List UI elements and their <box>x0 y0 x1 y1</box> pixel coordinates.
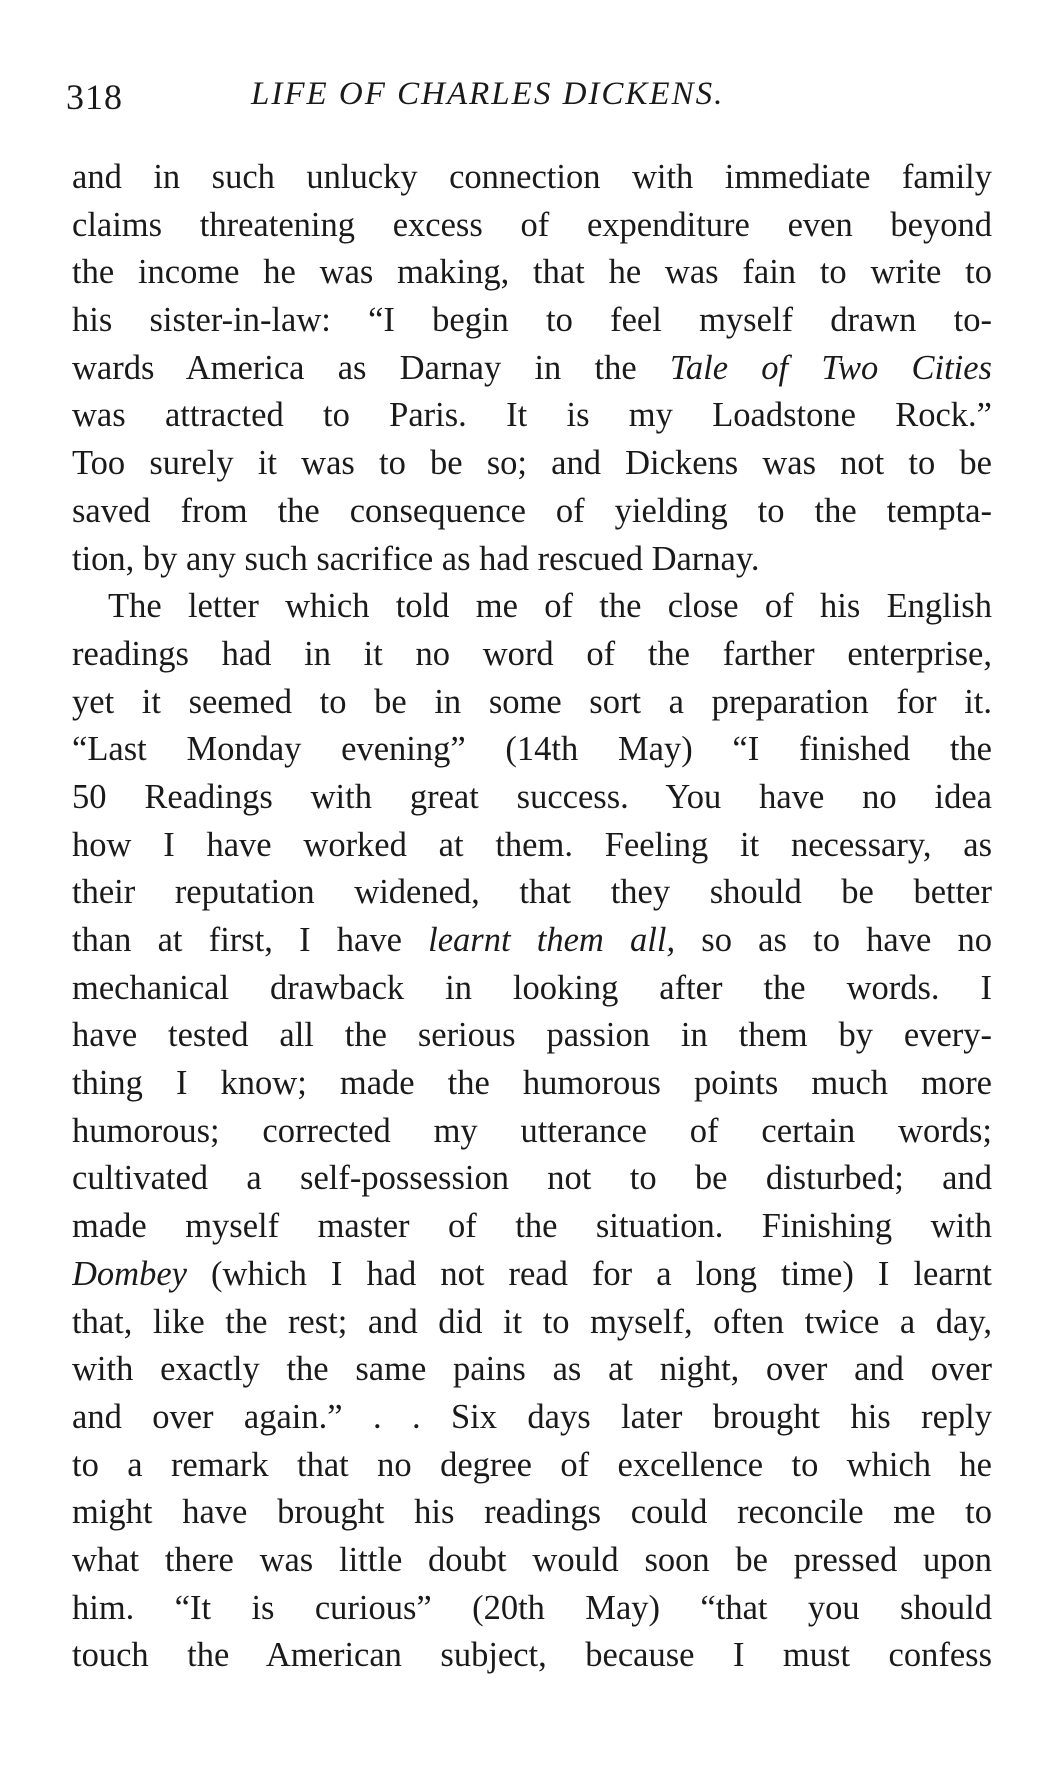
text-line <box>72 1537 992 1585</box>
text-span: 50 Readings with great success. You have no idea <box>72 777 992 816</box>
text-span: so as to have no <box>675 921 992 959</box>
text-line <box>72 1060 992 1108</box>
text-line <box>72 1012 992 1060</box>
text-line <box>72 392 992 440</box>
text-span: what there was little doubt would soon be pressed upon <box>72 1540 992 1579</box>
text-span: mechanical drawback in looking after the words. I <box>72 968 992 1007</box>
text-line <box>72 679 992 727</box>
text-line <box>72 1585 992 1633</box>
text-line <box>72 1442 992 1490</box>
text-line <box>72 1155 992 1203</box>
text-span: to a remark that no degree of excellence to which he <box>72 1445 992 1484</box>
page-header <box>66 76 986 126</box>
text-line <box>72 202 992 250</box>
text-line <box>72 822 992 870</box>
text-span: was attracted to Paris. It is my Loadstone Rock.” <box>72 396 992 435</box>
text-line <box>72 1299 992 1347</box>
page-number: 318 <box>66 77 123 117</box>
text-line <box>72 249 992 297</box>
text-span: wards America as Darnay in the <box>72 348 670 387</box>
text-line <box>72 345 992 393</box>
text-span: “Last Monday evening” (14th May) “I finished the <box>72 730 992 769</box>
text-line <box>72 583 992 631</box>
text-span: might have brought his readings could reconcile me to <box>72 1493 992 1532</box>
italic-text: Tale of Two Cities <box>669 348 992 387</box>
text-line <box>72 536 992 584</box>
text-line <box>72 726 992 774</box>
text-span: than at first, I have <box>72 921 429 959</box>
text-span: his sister-in-law: “I begin to feel myself drawn to- <box>72 301 992 340</box>
text-span: claims threatening excess of expenditure even beyond <box>72 205 992 244</box>
running-title: LIFE OF CHARLES DICKENS. <box>251 76 725 112</box>
text-span: humorous; corrected my utterance of certain words; <box>72 1111 992 1150</box>
text-line <box>72 1346 992 1394</box>
text-line <box>72 1108 992 1156</box>
italic-text: learnt them all, <box>428 921 676 959</box>
text-line <box>72 1489 992 1537</box>
text-span: cultivated a self-possession not to be disturbed; and <box>72 1159 992 1198</box>
text-line <box>72 1632 992 1680</box>
text-line <box>72 1251 992 1299</box>
text-span: tion, by any such sacrifice as had rescued Darnay. <box>72 539 760 578</box>
text-span: him. “It is curious” (20th May) “that you should <box>72 1588 992 1627</box>
text-span: saved from the consequence of yielding to the tempta- <box>72 491 992 530</box>
text-line <box>72 1203 992 1251</box>
text-span: The letter which told me of the close of his English <box>108 587 992 626</box>
text-span: made myself master of the situation. Finishing with <box>72 1207 992 1246</box>
text-span: Too surely it was to be so; and Dickens was not to be <box>72 444 992 483</box>
text-line <box>72 631 992 679</box>
text-span: have tested all the serious passion in them by every- <box>72 1016 992 1055</box>
italic-text: Dombey <box>72 1254 187 1293</box>
text-span: and in such unlucky connection with immediate family <box>72 158 992 196</box>
text-line <box>72 440 992 488</box>
text-span: how I have worked at them. Feeling it necessary, as <box>72 825 992 864</box>
text-line <box>72 154 992 202</box>
text-line <box>72 1394 992 1442</box>
text-span: with exactly the same pains as at night, over and over <box>72 1350 992 1389</box>
text-line <box>72 774 992 822</box>
text-span: (which I had not read for a long time) I learnt <box>186 1254 992 1293</box>
body-text <box>72 154 992 1680</box>
text-line <box>72 297 992 345</box>
text-span: and over again.” . . Six days later brought his reply <box>72 1397 992 1436</box>
text-line <box>72 869 992 917</box>
text-span: their reputation widened, that they should be better <box>72 873 992 912</box>
text-span: thing I know; made the humorous points much more <box>72 1064 992 1103</box>
text-span: that, like the rest; and did it to myself, often twice a day, <box>72 1302 992 1341</box>
text-span: readings had in it no word of the farther enterprise, <box>72 634 992 673</box>
text-line <box>72 917 992 965</box>
text-line <box>72 965 992 1013</box>
text-span: touch the American subject, because I must confess <box>72 1636 992 1675</box>
text-span: the income he was making, that he was fain to write to <box>72 253 992 292</box>
text-span: yet it seemed to be in some sort a preparation for it. <box>72 682 992 721</box>
text-line <box>72 488 992 536</box>
